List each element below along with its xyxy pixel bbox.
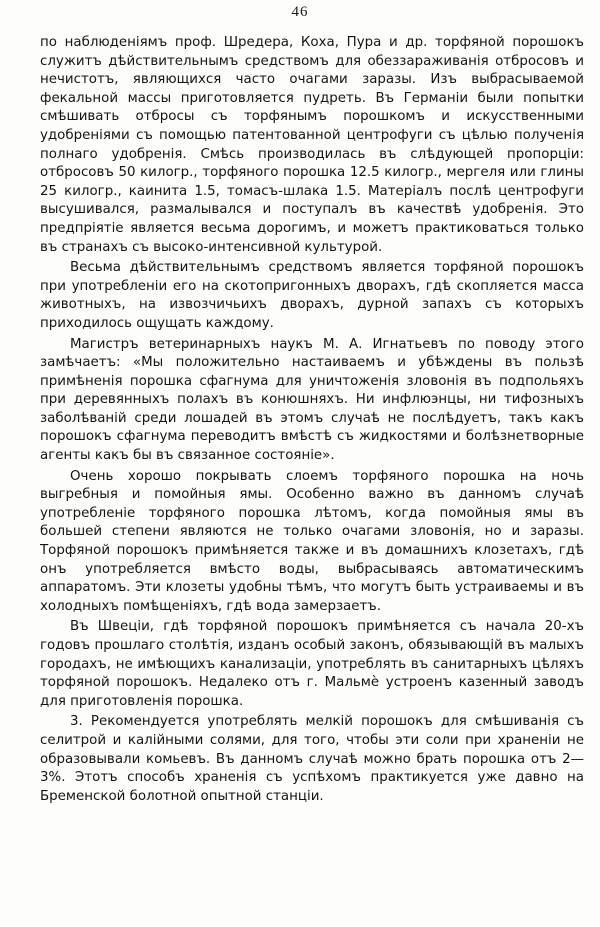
- paragraph-5: Въ Швеціи, гдѣ торфяной порошокъ примѣняется съ начала 20-хъ годовъ прошлаго столѣтія, изданъ особый законъ, обязывающій въ малыхъ городахъ, не имѣющихъ канализаціи, употреблять въ санитарныхъ цѣляхъ торфяной порошокъ. Недалеко отъ г. Мальмѐ устроенъ казенный заводъ для приготовленія порошка.: [40, 619, 584, 709]
- paragraph-4: Очень хорошо покрывать слоемъ торфяного порошка на ночь выгребныя и помойныя ямы. Особенно важно въ данномъ случаѣ употребленіе торфяного порошка лѣтомъ, когда помойныя ямы въ большей степени являются не только очагами зловонія, но и заразы. Торфяной порошокъ примѣняется также и въ домашнихъ клозетахъ, гдѣ онъ употребляется вмѣсто воды, выбрасываясь автоматическимъ аппаратомъ. Эти клозеты удобны тѣмъ, что могутъ быть устраиваемы и въ холодныхъ помѣщеніяхъ, гдѣ вода замерзаетъ.: [40, 468, 584, 614]
- paragraph-2: Весьма дѣйствительнымъ средствомъ является торфяной порошокъ при употребленіи его на скотопригонныхъ дворахъ, гдѣ скопляется масса животныхъ, на извозчичьихъ дворахъ, дурной запахъ съ которыхъ приходилось ощущать каждому.: [40, 260, 584, 331]
- page-text: [40, 34, 584, 808]
- paragraph-6: 3. Рекомендуется употреблять мелкій порошокъ для смѣшиванія съ селитрой и калійными солями, для того, чтобы эти соли при храненіи не образовывали комьевъ. Въ данномъ случаѣ можно брать порошка отъ 2—3%. Этотъ способъ храненія съ успѣхомъ практикуется уже давно на Бременской болотной опытной станціи.: [40, 714, 584, 804]
- paragraph-3: Магистръ ветеринарныхъ наукъ М. А. Игнатьевъ по поводу этого замѣчаетъ: «Мы положительно настаиваемъ и убѣждены въ пользѣ примѣненія порошка сфагнума для уничтоженія зловонія въ подпольяхъ при деревянныхъ полахъ въ конюшняхъ. Ни инфлюэнцы, ни тифозныхъ заболѣваній среди лошадей въ этомъ случаѣ не послѣдуетъ, такъ какъ порошокъ сфагнума переводитъ вмѣстѣ съ жидкостями и болѣзнетворные агенты какъ бы въ связанное состояніе».: [40, 336, 584, 464]
- page-number: 46: [291, 4, 309, 20]
- paragraph-1: по наблюденіямъ проф. Шредера, Коха, Пура и др. торфяной порошокъ служитъ дѣйствительнымъ средствомъ для обеззараживанія отбросовъ и нечистотъ, являющихся часто очагами заразы. Изъ выбрасываемой фекальной массы приготовляется пудреть. Въ Германіи были попытки смѣшивать отбросы съ торфянымъ порошкомъ и искусственными удобреніями съ помощью патентованной центрофуги съ цѣлью полученія полнаго удобренія. Смѣсь производилась въ слѣдующей пропорціи: отбросовъ 50 килогр., торфяного порошка 12.5 килогр., мергеля или глины 25 килогр., каинита 1.5, томасъ-шлака 1.5. Матеріалъ послѣ центрофуги высушивался, размалывался и поступалъ въ качествѣ удобренія. Это предпріятіе является весьма дорогимъ, и можетъ практиковаться только въ странахъ съ высоко-интенсивной культурой.: [40, 35, 584, 255]
